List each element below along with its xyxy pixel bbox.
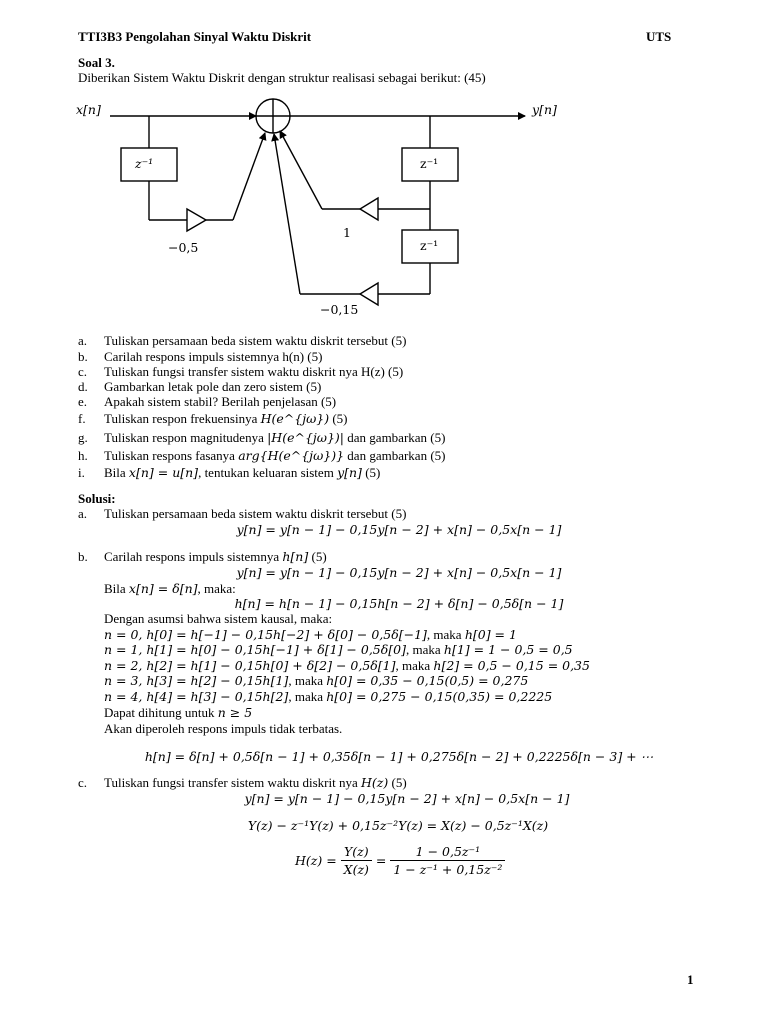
- course-title: TTI3B3 Pengolahan Sinyal Waktu Diskrit: [78, 29, 312, 44]
- question-label: f.: [78, 411, 86, 426]
- solution-b-text: Carilah respons impuls sistemnya h[n] (5): [104, 549, 327, 564]
- transfer-function: H(z) = $\frac{Y(z)}{X(z)}$ = $\frac{\text{1 − 0,5z⁻¹}}{\text{1 − z⁻¹ + 0,15z⁻²}}$: [295, 844, 505, 877]
- solution-b-label: b.: [78, 549, 88, 564]
- question-text: Tuliskan fungsi transfer sistem waktu diskrit nya H(z) (5): [104, 364, 404, 379]
- question-label: d.: [78, 379, 88, 394]
- question-label: e.: [78, 394, 88, 409]
- fraction-y-over-x: $\frac{Y(z)}{X(z)}$: [341, 844, 372, 877]
- question-text: Tuliskan respon magnitudenya |H(e^{jω})| dan gambarkan (5): [104, 430, 446, 445]
- question-label: a.: [78, 333, 88, 348]
- problem-title: Soal 3.: [78, 55, 115, 70]
- question-label: c.: [78, 364, 88, 379]
- solution-b-infinite: Akan diperoleh respons impuls tidak terbatas.: [104, 721, 343, 736]
- question-text: Carilah respons impuls sistemnya h(n) (5): [104, 349, 323, 364]
- delay-right-bottom-label: z⁻¹: [420, 238, 439, 253]
- solution-c-equation-1: y[n] = y[n − 1] − 0,15y[n − 2] + x[n] − 0,5x[n − 1]: [244, 791, 570, 806]
- solution-c-label: c.: [78, 775, 88, 790]
- solution-b-causal: Dengan asumsi bahwa sistem kausal, maka:: [104, 611, 333, 626]
- solution-b-equation-2: h[n] = h[n − 1] − 0,15h[n − 2] + δ[n] − 0,5δ[n − 1]: [234, 596, 564, 611]
- question-label: h.: [78, 448, 88, 463]
- solution-a-label: a.: [78, 506, 88, 521]
- question-text: Tuliskan persamaan beda sistem waktu diskrit tersebut (5): [104, 333, 407, 348]
- question-text: Tuliskan respon frekuensinya H(e^{jω}) (5): [104, 411, 348, 426]
- exam-label: UTS: [646, 29, 672, 44]
- delay-right-top-label: z⁻¹: [420, 156, 439, 171]
- question-text: Tuliskan respons fasanya arg{H(e^{jω})} dan gambarkan (5): [104, 448, 446, 463]
- gain-feedback-2-label: −0,15: [320, 302, 359, 317]
- page-number: 1: [687, 972, 694, 987]
- solution-b-row: n = 2, h[2] = h[1] − 0,15h[0] + δ[2] − 0,5δ[1], maka h[2] = 0,5 − 0,15 = 0,35: [104, 658, 590, 673]
- solution-c-equation-2: Y(z) − z⁻¹Y(z) + 0,15z⁻²Y(z) = X(z) − 0,5z⁻¹X(z): [247, 818, 549, 833]
- question-text: Apakah sistem stabil? Berilah penjelasan (5): [104, 394, 337, 409]
- solution-b-impulse-sum: h[n] = δ[n] + 0,5δ[n − 1] + 0,35δ[n − 1] + 0,275δ[n − 2] + 0,2225δ[n − 3] + ⋯: [144, 749, 654, 764]
- question-text: Gambarkan letak pole dan zero sistem (5): [104, 379, 322, 394]
- solution-title: Solusi:: [78, 491, 116, 506]
- question-label: i.: [78, 465, 85, 480]
- input-label: x[n]: [76, 102, 101, 117]
- problem-intro: Diberikan Sistem Waktu Diskrit dengan struktur realisasi sebagai berikut: (45): [78, 70, 486, 85]
- gain-forward-label: −0,5: [168, 240, 199, 255]
- solution-b-row: n = 4, h[4] = h[3] − 0,15h[2], maka h[0] = 0,275 − 0,15(0,35) = 0,2225: [104, 689, 553, 704]
- solution-a-text: Tuliskan persamaan beda sistem waktu diskrit tersebut (5): [104, 506, 407, 521]
- solution-b-row: n = 3, h[3] = h[2] − 0,15h[1], maka h[0] = 0,35 − 0,15(0,5) = 0,275: [104, 673, 529, 688]
- question-label: b.: [78, 349, 88, 364]
- solution-b-bila: Bila x[n] = δ[n], maka:: [104, 581, 236, 596]
- question-text: Bila x[n] = u[n], tentukan keluaran sistem y[n] (5): [104, 465, 381, 480]
- delay-left-label: z⁻¹: [135, 156, 154, 171]
- block-diagram: [0, 0, 768, 330]
- gain-feedback-1-label: 1: [343, 225, 351, 240]
- solution-b-row: n = 1, h[1] = h[0] − 0,15h[−1] + δ[1] − 0,5δ[0], maka h[1] = 1 − 0,5 = 0,5: [104, 642, 573, 657]
- solution-b-equation-1: y[n] = y[n − 1] − 0,15y[n − 2] + x[n] − 0,5x[n − 1]: [236, 565, 562, 580]
- fraction-transfer: $\frac{\text{1 − 0,5z⁻¹}}{\text{1 − z⁻¹ + 0,15z⁻²}}$: [390, 844, 505, 877]
- question-label: g.: [78, 430, 88, 445]
- solution-b-dapat: Dapat dihitung untuk n ≥ 5: [104, 705, 253, 720]
- output-label: y[n]: [532, 102, 557, 117]
- solution-a-equation: y[n] = y[n − 1] − 0,15y[n − 2] + x[n] − 0,5x[n − 1]: [236, 522, 562, 537]
- solution-b-row: n = 0, h[0] = h[−1] − 0,15h[−2] + δ[0] − 0,5δ[−1], maka h[0] = 1: [104, 627, 517, 642]
- solution-c-text: Tuliskan fungsi transfer sistem waktu diskrit nya H(z) (5): [104, 775, 407, 790]
